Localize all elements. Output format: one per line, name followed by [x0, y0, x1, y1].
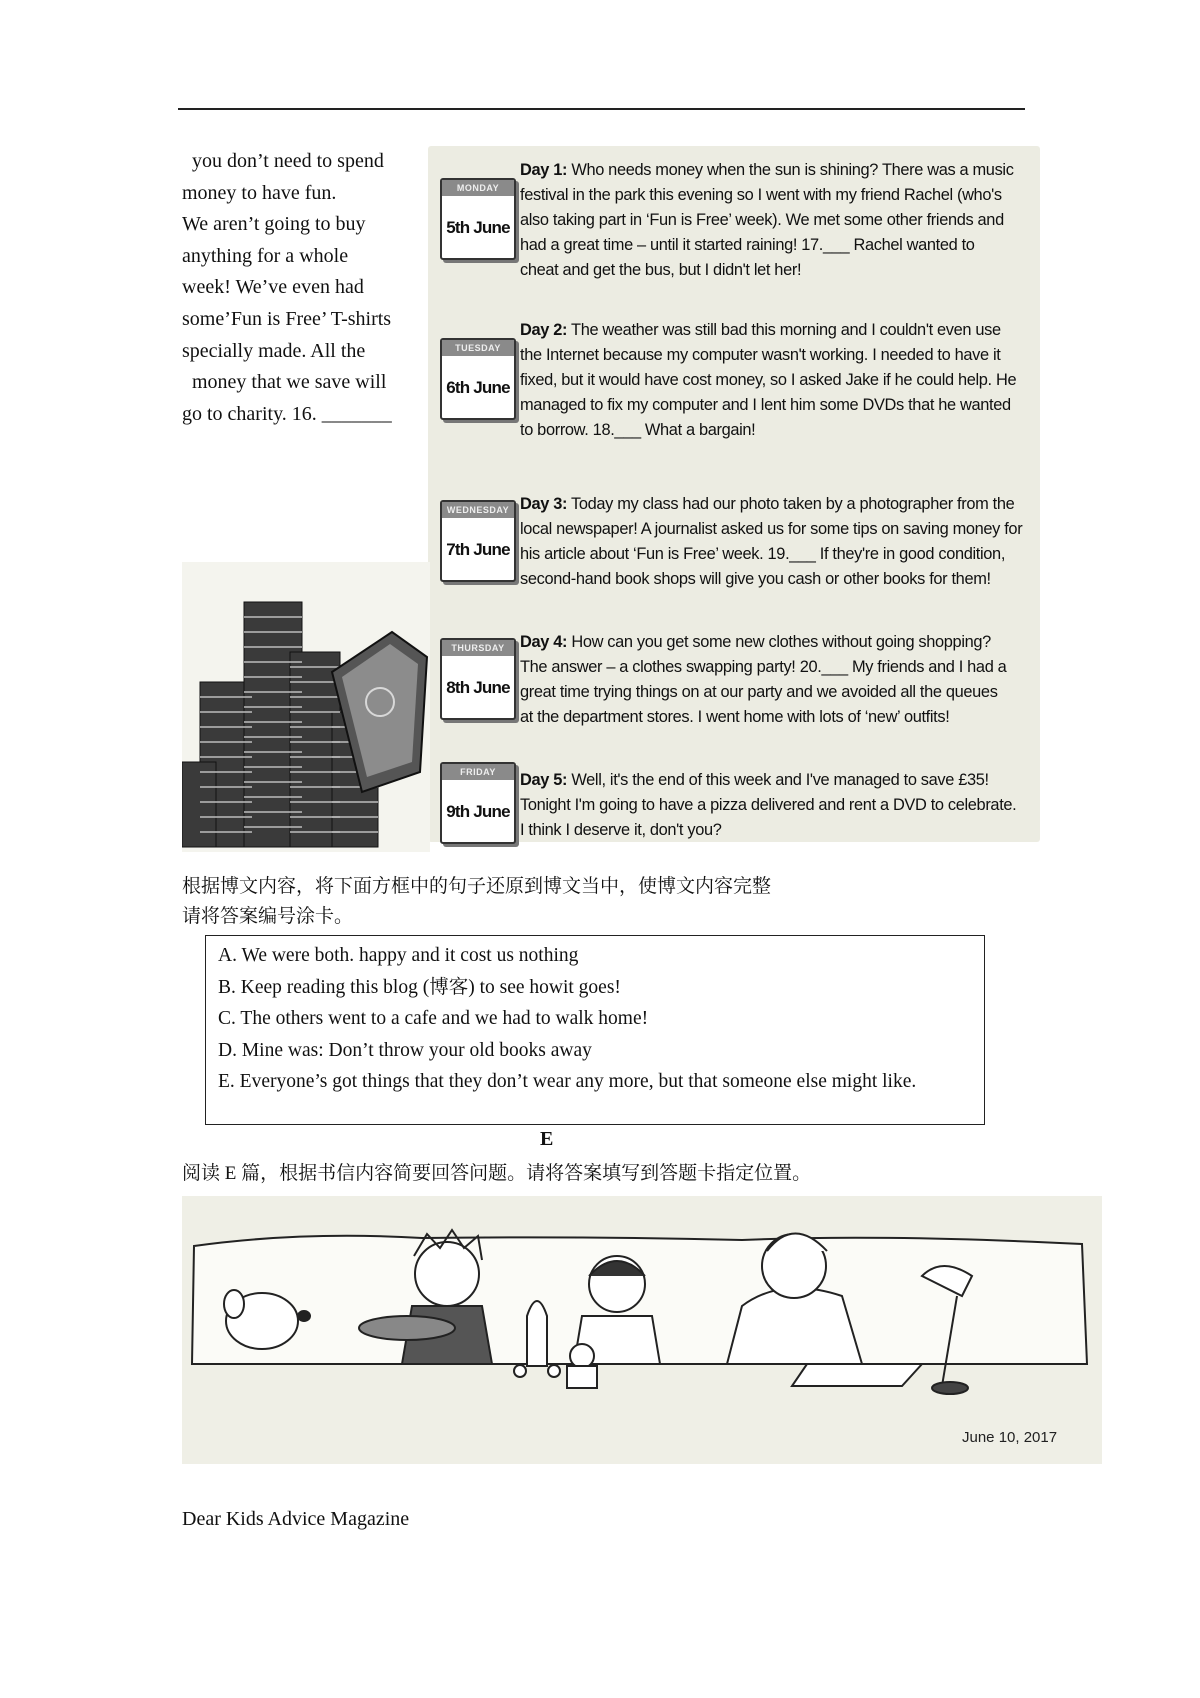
calendar-icon: [440, 638, 516, 720]
letter-salutation: Dear Kids Advice Magazine: [182, 1508, 410, 1530]
calendar-weekday: MONDAY: [442, 180, 514, 196]
intro-line: go to charity. 16. _______: [182, 402, 392, 425]
intro-line: you don’t need to spend: [192, 150, 384, 172]
kids-cartoon-illustration: [182, 1196, 1102, 1464]
instruction-line-1: 根据博文内容，将下面方框中的句子还原到博文当中，使博文内容完整: [182, 876, 772, 897]
entry-line: his article about ‘Fun is Free’ week. 19.___ If they're in good condition,: [520, 545, 1006, 563]
day-label: Day 4:: [520, 633, 568, 651]
instruction-line-2: 请将答案编号涂卡。: [182, 906, 354, 927]
day-label: Day 1:: [520, 161, 568, 179]
entry-line: Who needs money when the sun is shining? There was a music: [571, 161, 1014, 179]
cartoon-date: June 10, 2017: [962, 1429, 1058, 1446]
option-e: E. Everyone’s got things that they don’t wear any more, but that someone else might like.: [218, 1071, 917, 1092]
intro-text: [182, 146, 414, 430]
entry-line: Tonight I'm going to have a pizza delivered and rent a DVD to celebrate.: [520, 796, 1017, 814]
calendar-weekday: WEDNESDAY: [442, 502, 514, 518]
calendar-weekday: THURSDAY: [442, 640, 514, 656]
entry-line: The weather was still bad this morning and I couldn't even use: [571, 321, 1001, 339]
day-label: Day 2:: [520, 321, 568, 339]
entry-line: I think I deserve it, don't you?: [520, 821, 722, 839]
entry-line: local newspaper! A journalist asked us for some tips on saving money for: [520, 520, 1023, 538]
entry-line: Today my class had our photo taken by a photographer from the: [571, 495, 1015, 513]
entry-line: cheat and get the bus, but I didn't let her!: [520, 261, 802, 279]
calendar-date: 7th June: [446, 540, 510, 559]
section-e-instruction: 阅读 E 篇，根据书信内容简要回答问题。请将答案填写到答题卡指定位置。: [182, 1163, 812, 1184]
coin-stacks-illustration: [182, 562, 430, 852]
intro-line: specially made. All the: [182, 339, 366, 362]
intro-line: money to have fun.: [182, 181, 337, 204]
calendar-icon: [440, 178, 516, 260]
entry-line: fixed, but it would have cost money, so I asked Jake if he could help. He: [520, 371, 1017, 389]
entry-text: [520, 492, 1035, 592]
entry-text: [520, 158, 1035, 283]
option-b: B. Keep reading this blog (博客) to see howit goes!: [218, 976, 621, 998]
entry-text: [520, 630, 1035, 730]
calendar-icon: [440, 762, 516, 844]
entry-line: the Internet because my computer wasn't working. I needed to have it: [520, 346, 1001, 364]
intro-line: anything for a whole: [182, 244, 349, 267]
entry-line: The answer – a clothes swapping party! 20.___ My friends and I had a: [520, 658, 1007, 676]
calendar-icon: [440, 500, 516, 582]
intro-line: We aren’t going to buy: [182, 213, 366, 236]
entry-line: managed to fix my computer and I lent him some DVDs that he wanted: [520, 396, 1011, 414]
calendar-date: 6th June: [446, 378, 510, 397]
option-c: C. The others went to a cafe and we had to walk home!: [218, 1008, 649, 1029]
entry-line: at the department stores. I went home with lots of ‘new’ outfits!: [520, 708, 950, 726]
calendar-icon: [440, 338, 516, 420]
day-label: Day 5:: [520, 771, 568, 789]
intro-line: week! We’ve even had: [182, 276, 364, 299]
entry-line: great time trying things on at our party and we avoided all the queues: [520, 683, 998, 701]
entry-line: Well, it's the end of this week and I've managed to save £35!: [571, 771, 989, 789]
top-rule: [178, 108, 1025, 110]
option-d: D. Mine was: Don’t throw your old books away: [218, 1039, 592, 1061]
entry-line: How can you get some new clothes without going shopping?: [571, 633, 991, 651]
calendar-date: 8th June: [446, 678, 510, 697]
calendar-weekday: FRIDAY: [442, 764, 514, 780]
entry-line: festival in the park this evening so I went with my friend Rachel (who's: [520, 186, 1002, 204]
calendar-date: 5th June: [446, 218, 510, 237]
options-box: [205, 935, 985, 1125]
calendar-date: 9th June: [446, 802, 510, 821]
entry-line: also taking part in ‘Fun is Free’ week). We met some other friends and: [520, 211, 1004, 229]
section-heading: E: [540, 1128, 554, 1150]
entry-text: [520, 768, 1035, 843]
day-label: Day 3:: [520, 495, 568, 513]
entry-line: to borrow. 18.___ What a bargain!: [520, 421, 756, 439]
entry-text: [520, 318, 1035, 443]
entry-line: second-hand book shops will give you cash or other books for them!: [520, 570, 991, 588]
option-a: A. We were both. happy and it cost us nothing: [218, 945, 579, 966]
entry-line: had a great time – until it started raining! 17.___ Rachel wanted to: [520, 236, 975, 254]
intro-line: some’Fun is Free’ T-shirts: [182, 307, 392, 330]
blog-image: [428, 146, 1040, 842]
calendar-weekday: TUESDAY: [442, 340, 514, 356]
intro-line: money that we save will: [192, 371, 387, 394]
